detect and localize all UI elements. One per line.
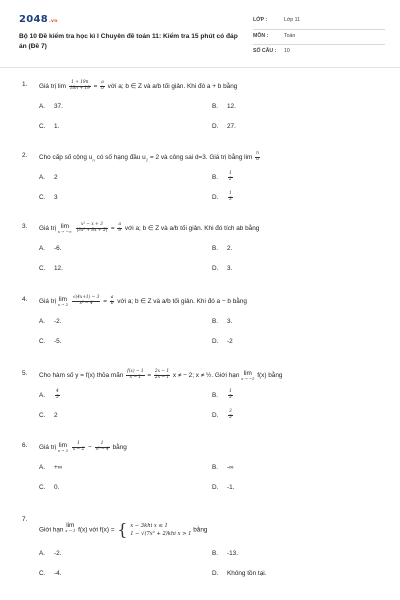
option-b[interactable] (212, 390, 234, 401)
option-a[interactable] (39, 318, 61, 326)
question-number: 5. (22, 370, 28, 377)
limit-subscript: x → 2 (57, 302, 68, 307)
option-letter: B. (212, 103, 219, 110)
question-prefix: Giá trị (39, 443, 58, 451)
limit-word: lim (60, 223, 69, 230)
option-d[interactable] (212, 123, 236, 131)
question-middle: f(x) với f(x) = (78, 526, 117, 534)
option-text: Không tồn tại. (227, 570, 267, 577)
fraction-denominator: x − 2 (72, 446, 85, 452)
question-number: 4. (22, 296, 28, 303)
question-suffix: bằng (112, 443, 127, 451)
option-d[interactable] (212, 570, 266, 578)
option-text: 2 (54, 412, 58, 419)
question-number: 6. (22, 442, 28, 449)
fraction-numerator: 1 (229, 171, 232, 176)
meta-row-class (253, 14, 385, 30)
option-fraction (228, 172, 233, 183)
option-text: 3 (54, 194, 58, 201)
fraction (255, 152, 260, 163)
option-a[interactable] (39, 103, 63, 111)
question-text (39, 81, 389, 92)
fraction (69, 81, 91, 92)
fraction-numerator: 4 (56, 389, 59, 394)
fraction-numerator: n (256, 151, 259, 156)
option-a[interactable] (39, 550, 61, 558)
equals-sign: = (110, 224, 117, 232)
fraction-denominator: u (256, 156, 259, 162)
meta-row-subject (253, 30, 385, 46)
option-text: -∞ (227, 464, 234, 471)
question-text (39, 296, 389, 307)
option-c[interactable] (39, 338, 61, 346)
fraction-denominator: 5 (229, 414, 232, 420)
option-letter: B. (212, 173, 219, 181)
option-text: 37. (54, 103, 63, 110)
fraction-denominator: 3 (229, 196, 232, 202)
option-d[interactable] (212, 484, 234, 492)
option-c[interactable] (39, 265, 63, 273)
meta-label: LỚP : (253, 17, 268, 23)
option-letter: C. (39, 484, 46, 491)
logo-sub-text: .vn (49, 19, 58, 24)
option-b[interactable] (212, 172, 234, 183)
minus-sign: − (88, 443, 94, 451)
option-letter: D. (212, 411, 219, 419)
fraction-denominator: 18n + 19 (69, 85, 90, 91)
site-logo[interactable] (19, 14, 58, 25)
piecewise-case: x − 3khi x ≤ 1 (130, 523, 168, 529)
option-text: -2. (54, 550, 62, 557)
question-text (39, 370, 389, 381)
fraction-denominator: 2 (229, 176, 232, 182)
option-text: -6. (54, 245, 62, 252)
question-middle: có số hạng đầu u (94, 153, 146, 161)
option-a[interactable] (39, 464, 62, 472)
fraction (95, 442, 110, 453)
meta-value: Lớp 11 (284, 17, 300, 23)
fraction-numerator: x² − x + 3 (76, 223, 108, 229)
question-middle: x ≠ − 2; x ≠ ½. Giới hạn (172, 371, 242, 379)
question-suffix: với a; b ∈ Z và a/b tối giản. Khi đó a + b bằng (107, 82, 238, 90)
option-text: +∞ (54, 464, 63, 471)
piecewise-case: 1 − √(7x² + 2)khi x > 1 (130, 531, 192, 537)
option-letter: D. (212, 193, 219, 201)
piecewise-brace: { (117, 520, 128, 539)
fraction (72, 296, 101, 307)
option-c[interactable] (39, 412, 58, 420)
option-text: -13. (227, 550, 239, 557)
limit-subscript: x → −∞ (57, 229, 72, 234)
question-prefix: Giá trị lim (39, 82, 66, 90)
option-letter: A. (39, 464, 46, 471)
logo-main-text: 2048 (19, 14, 49, 25)
option-d[interactable] (212, 192, 234, 203)
fraction-numerator: f(x) − 1 (127, 369, 144, 374)
fraction-denominator: b (101, 85, 104, 91)
option-text: 2. (227, 245, 233, 252)
fraction (110, 296, 115, 307)
limit-word: lim (58, 296, 67, 303)
question-prefix: Cho cấp số cộng u (39, 153, 93, 161)
fraction (117, 223, 122, 234)
meta-value: Toán (284, 32, 296, 39)
limit-subscript: x → −2 (241, 376, 255, 381)
option-letter: C. (39, 265, 46, 272)
fraction-numerator: a (118, 222, 121, 227)
fraction (72, 442, 86, 453)
fraction-denominator: b (110, 300, 114, 306)
limit-operator (58, 223, 72, 234)
limit-word: lim (243, 370, 252, 377)
option-text: 0. (54, 484, 60, 491)
option-letter: C. (39, 123, 46, 130)
option-letter: D. (212, 265, 219, 272)
option-letter: C. (39, 338, 46, 345)
limit-word: lim (58, 442, 67, 449)
option-c[interactable] (39, 194, 58, 202)
option-text: 3. (227, 318, 233, 325)
question-text (39, 442, 389, 453)
option-letter: B. (212, 550, 219, 557)
question-number: 3. (22, 223, 28, 230)
limit-operator (241, 370, 254, 381)
fraction-numerator: a (101, 80, 104, 85)
limit-subscript: x → 2 (57, 448, 68, 453)
option-letter: A. (39, 245, 46, 252)
question-prefix: Giá trị (39, 224, 58, 232)
question-prefix: Giá trị (39, 297, 58, 305)
option-text: 27. (227, 123, 236, 130)
option-text: 3. (227, 265, 233, 272)
option-letter: C. (39, 194, 46, 201)
option-letter: A. (39, 550, 46, 557)
equals-sign: = (93, 82, 100, 90)
fraction-numerator: 1 (72, 442, 86, 448)
option-letter: B. (212, 391, 219, 399)
question-text (39, 223, 389, 234)
document-header (0, 0, 400, 68)
option-letter: D. (212, 484, 219, 491)
option-b[interactable] (212, 245, 232, 253)
equals-sign: = (147, 371, 153, 379)
question-text (39, 152, 389, 164)
fraction-denominator: 5 (229, 394, 232, 400)
option-fraction (228, 410, 233, 421)
document-title: Bộ 10 Đề kiểm tra học kì I Chuyên đề toán 11: Kiểm tra 15 phút có đáp án (Đề 7) (19, 33, 238, 50)
option-letter: A. (39, 318, 46, 325)
fraction-numerator: √(4x+1) − 3 (72, 295, 100, 300)
fraction-numerator: a (110, 295, 114, 300)
option-fraction (55, 390, 60, 401)
document-meta (253, 14, 385, 61)
option-d[interactable] (212, 410, 234, 421)
option-b[interactable] (212, 103, 236, 111)
option-letter: C. (39, 570, 46, 577)
limit-operator (65, 522, 75, 533)
fraction-numerator: 1 (95, 442, 110, 448)
fraction-denominator: 2x − 1 (154, 374, 170, 380)
option-a[interactable] (39, 390, 61, 401)
option-letter: D. (212, 570, 219, 577)
option-c[interactable] (39, 570, 61, 578)
option-b[interactable] (212, 550, 238, 558)
option-d[interactable] (212, 265, 232, 273)
question-suffix: f(x) bằng (257, 371, 283, 379)
question-number: 1. (22, 81, 28, 88)
option-d[interactable] (212, 338, 233, 346)
question-suffix: bằng (193, 526, 208, 534)
option-a[interactable] (39, 245, 61, 253)
fraction-denominator: b (118, 227, 122, 233)
option-letter: D. (212, 123, 219, 130)
question-suffix: với a; b ∈ Z và a/b tối giản. Khi đó a − b bằng (117, 297, 247, 305)
option-fraction (228, 192, 233, 203)
option-a[interactable] (39, 174, 58, 182)
equals-sign: = (103, 297, 109, 305)
fraction-numerator: 3 (229, 409, 232, 414)
question-number: 7. (22, 516, 28, 523)
meta-label: SỐ CÂU : (253, 48, 277, 54)
piecewise-cases (130, 522, 191, 538)
option-text: -1. (227, 484, 235, 491)
option-text: 1. (54, 123, 60, 130)
question-text (39, 522, 389, 538)
subscript: 1 (145, 157, 149, 163)
option-text: -4. (54, 570, 62, 577)
question-suffix: = 2 và công sai d=3. Giá trị bằng lim (148, 153, 253, 161)
fraction (100, 81, 105, 92)
option-letter: A. (39, 174, 46, 181)
fraction-denominator: |3x² + 8x + 5| (76, 227, 108, 233)
option-text: 12. (227, 103, 236, 110)
option-text: -2 (227, 338, 233, 345)
question-suffix: với a; b ∈ Z và a/b tối giản. Khi đó tích ab bằng (124, 224, 260, 232)
fraction (154, 370, 170, 381)
option-b[interactable] (212, 318, 232, 326)
option-text: -5. (54, 338, 62, 345)
fraction-denominator: x − 1 (129, 374, 142, 380)
limit-word: lim (66, 522, 75, 529)
option-fraction (228, 390, 233, 401)
fraction-denominator: x² − 4 (79, 300, 93, 306)
limit-operator (58, 442, 68, 453)
question-number: 2. (22, 152, 28, 159)
option-letter: C. (39, 412, 46, 419)
option-letter: A. (39, 391, 46, 399)
question-prefix: Giới hạn (39, 526, 66, 534)
option-letter: D. (212, 338, 219, 345)
option-letter: B. (212, 245, 219, 252)
limit-subscript: x → 1 (65, 528, 76, 533)
option-c[interactable] (39, 123, 59, 131)
option-text: -2. (54, 318, 62, 325)
option-letter: B. (212, 318, 219, 325)
fraction-numerator: 1 + 19n (69, 81, 91, 87)
fraction-denominator: 5 (56, 394, 59, 400)
option-letter: B. (212, 464, 219, 471)
fraction (76, 223, 108, 234)
option-letter: A. (39, 103, 46, 110)
question-prefix: Cho hàm số y = f(x) thỏa mãn (39, 371, 126, 379)
option-text: 12. (54, 265, 63, 272)
subscript: n (92, 157, 95, 163)
limit-operator (58, 296, 68, 307)
option-b[interactable] (212, 464, 234, 472)
meta-value: 10 (284, 48, 290, 54)
option-c[interactable] (39, 484, 59, 492)
meta-row-count (253, 45, 385, 61)
fraction-denominator: x² − 4 (95, 446, 109, 452)
fraction (126, 370, 144, 381)
option-text: 2 (54, 174, 58, 181)
fraction-numerator: 2x − 1 (154, 369, 170, 374)
meta-label: MÔN : (253, 32, 269, 39)
fraction-numerator: 1 (229, 389, 232, 394)
fraction-numerator: 1 (229, 191, 232, 196)
